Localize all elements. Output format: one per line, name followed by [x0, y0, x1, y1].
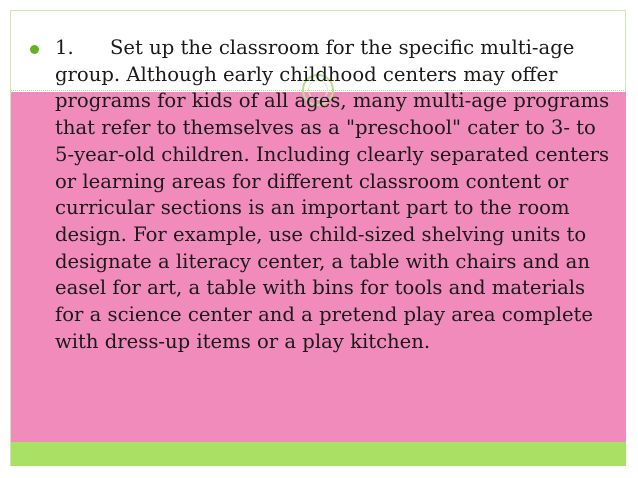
slide-body [30, 35, 610, 355]
green-dot-icon [30, 45, 39, 54]
bullet-item [30, 35, 610, 355]
bullet-text [55, 35, 610, 355]
item-number: 1. [55, 36, 74, 59]
green-footer-bar [11, 442, 626, 466]
item-text: Set up the classroom for the specific multi-age group. Although early childhood centers may offer programs for kids of all ages, many multi-age programs that refer to themselves as a "preschool" cater to 3- to 5-year-old children. Including clearly separated centers or learning areas for different classroom content or curricular sections is an important part to the room design. For example, use child-sized shelving units to designate a literacy center, a table with chairs and an easel for art, a table with bins for tools and materials for a science center and a pretend play area complete with dress-up items or a play kitchen. [55, 36, 610, 353]
